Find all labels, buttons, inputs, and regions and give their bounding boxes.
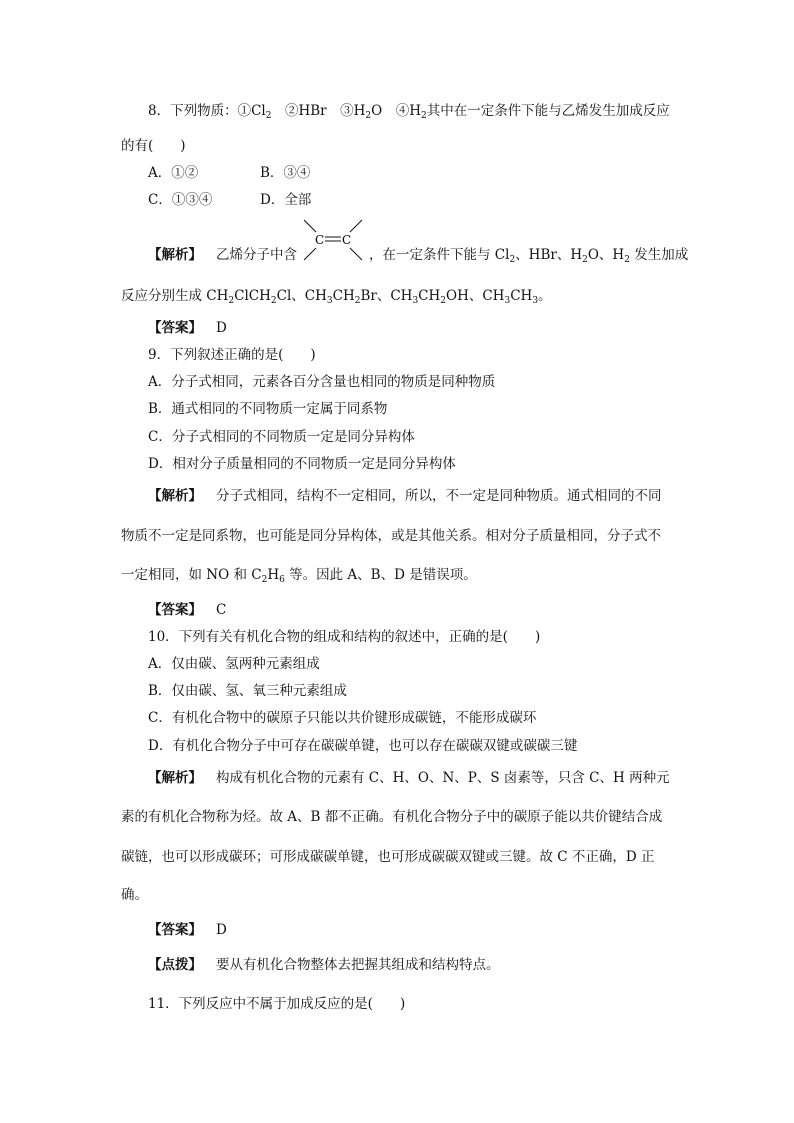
q11-stem: 11．下列反应中不属于加成反应的是( ) (148, 996, 406, 1012)
carbon-atom-right: C (342, 233, 352, 247)
q9-analysis-line1: 【解析】 分子式相同，结构不一定相同，所以，不一定是同种物质。通式相同的不同 (148, 488, 662, 504)
q8-option-d: D．全部 (260, 192, 312, 208)
q9-option-d: D．相对分子质量相同的不同物质一定是同分异构体 (148, 456, 456, 472)
q8-option-b: B．③④ (260, 165, 311, 181)
q9-option-a: A．分子式相同，元素各百分含量也相同的物质是同种物质 (148, 374, 496, 390)
analysis-tag: 【解析】 (148, 247, 202, 263)
q10-analysis-line3: 碳链，也可以形成碳环；可形成碳碳单键，也可形成碳碳双键或三键。故 C 不正确，D 正 (121, 849, 655, 865)
q9-option-b: B．通式相同的不同物质一定属于同系物 (148, 401, 388, 417)
ethene-double-bond-structure (302, 218, 364, 262)
q9-analysis-line3: 一定相同，如 NO 和 $C_2H_6$ 等。因此 A、B、D 是错误项。 (121, 567, 477, 585)
q8-stem-line1: 8．下列物质：$①Cl_2$ ②HBr $③H_2O$ $④H_2$其中在一定条件下能与乙烯发生加成反应 (148, 103, 670, 121)
q10-answer: 【答案】 D (148, 922, 227, 938)
q10-option-d: D．有机化合物分子中可存在碳碳单键，也可以存在碳碳双键或碳碳三键 (148, 738, 578, 754)
carbon-atom-left: C (315, 233, 325, 247)
q10-stem: 10．下列有关有机化合物的组成和结构的叙述中，正确的是( ) (148, 629, 541, 645)
q8-analysis-line1: 【解析】 乙烯分子中含 ，在一定条件下能与 $Cl_2$、HBr、$H_2O$、$H_2$ 发生加成 (148, 247, 689, 265)
q10-option-a: A．仅由碳、氢两种元素组成 (148, 656, 320, 672)
q8-answer: 【答案】 D (148, 320, 227, 336)
q8-options-row2 (148, 191, 312, 209)
q9-option-c: C．分子式相同的不同物质一定是同分异构体 (148, 429, 415, 445)
q8-option-a: A．①② (148, 165, 199, 181)
q9-analysis-line2: 物质不一定是同系物，也可能是同分异构体，或是其他关系。相对分子质量相同，分子式不 (121, 528, 661, 544)
q10-analysis-line4: 确。 (121, 887, 148, 903)
q8-stem-line2: 的有( ) (121, 138, 186, 154)
q8-option-c: C．①③④ (148, 192, 213, 208)
q8-options-row1 (148, 164, 311, 182)
q10-option-b: B．仅由碳、氢、氧三种元素组成 (148, 683, 347, 699)
q10-analysis-line2: 素的有机化合物称为烃。故 A、B 都不正确。有机化合物分子中的碳原子能以共价键结合成 (121, 809, 663, 825)
q10-option-c: C．有机化合物中的碳原子只能以共价键形成碳链，不能形成碳环 (148, 710, 537, 726)
q10-analysis-line1: 【解析】 构成有机化合物的元素有 C、H、O、N、P、S 卤素等，只含 C、H 两种元 (148, 770, 670, 786)
q8-analysis-line2: 反应分别生成 $CH_2ClCH_2Cl$、$CH_3CH_2Br$、$CH_3CH_2OH$、$CH_3CH_3$。 (121, 288, 552, 306)
q9-stem: 9．下列叙述正确的是( ) (148, 347, 316, 363)
q10-tip: 【点拨】 要从有机化合物整体去把握其组成和结构特点。 (148, 957, 500, 973)
q9-answer: 【答案】 C (148, 602, 227, 618)
